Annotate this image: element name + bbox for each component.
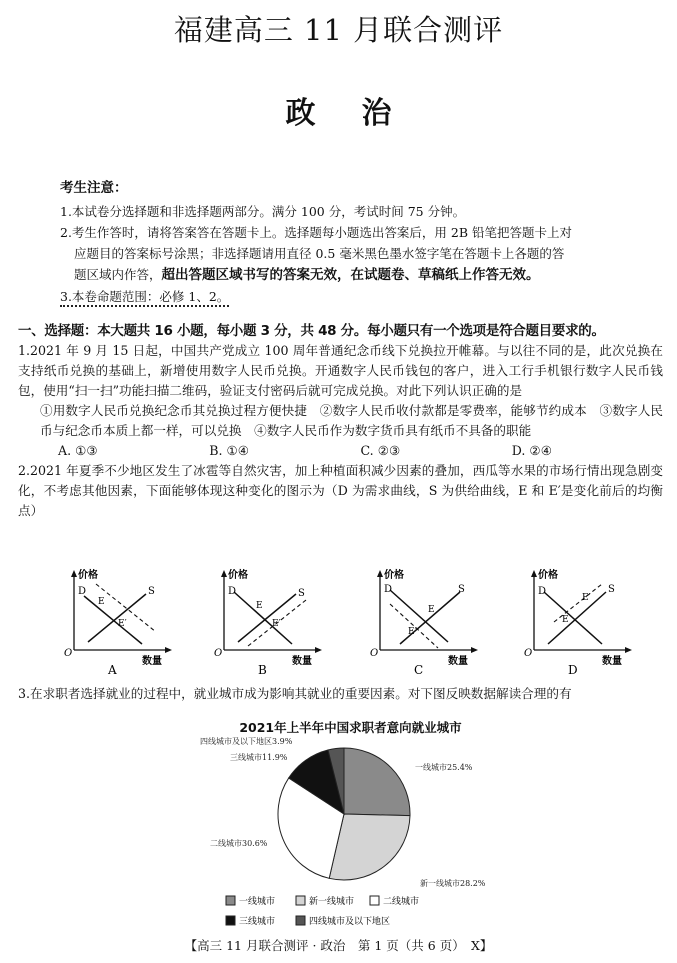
legend-label-4: 三线城市 [239, 917, 276, 927]
q2-c-y-axis: 价格 [384, 570, 404, 581]
q2-c-label: C [414, 663, 424, 677]
svg-text:E′: E′ [272, 619, 281, 629]
svg-text:D: D [538, 586, 547, 597]
legend-swatch-2 [296, 896, 305, 905]
q1-option-a[interactable]: A. ①③ [58, 443, 98, 458]
legend-swatch-3 [370, 896, 379, 905]
legend-swatch-5 [296, 916, 305, 925]
legend-label-1: 一线城市 [239, 897, 276, 907]
q2-d-origin: O [524, 648, 533, 659]
svg-text:E′: E′ [118, 619, 127, 629]
q2-a-origin: O [64, 648, 73, 659]
q2-graph-c[interactable] [370, 568, 478, 677]
q2-c-origin: O [370, 648, 379, 659]
q2-b-origin: O [214, 648, 223, 659]
q2-d-y-axis: 价格 [538, 570, 558, 581]
notice-block [60, 178, 660, 307]
question-3-stem: 3.在求职者选择就业的过程中，就业城市成为影响其就业的重要因素。对下图反映数据解读合理的有 [18, 686, 572, 701]
q2-a-demand [84, 596, 142, 644]
svg-text:E: E [562, 615, 569, 625]
notice-item-2c-text: 题区域内作答， [74, 267, 162, 282]
q2-graph-b[interactable] [214, 568, 322, 677]
q1-option-d[interactable]: D. ②④ [511, 443, 552, 458]
q2-a-x-axis: 数量 [142, 656, 162, 667]
question-1-stem: 1.2021 年 9 月 15 日起，中国共产党成立 100 周年普通纪念币线下兑换拉开帷幕。与以往不同的是，此次兑换在支持纸币兑换的基础上，新增使用数字人民币兑换。开通数字人民币钱包的客户，进入工行手机银行数字人民币钱包，使用“扫一扫”功能扫描二维码，验证支付密码后就可完成兑换。对此下列认识正确的是 [18, 343, 663, 398]
svg-text:S: S [458, 584, 465, 595]
q2-graphs [50, 564, 650, 680]
q2-b-y-axis: 价格 [228, 570, 248, 581]
q1-option-b[interactable]: B. ①④ [209, 443, 250, 458]
q2-b-x-axis: 数量 [292, 656, 312, 667]
section-1-heading: 一、选择题：本大题共 16 小题，每小题 3 分，共 48 分。每小题只有一个选项是符合题目要求的。 [18, 323, 605, 339]
notice-item-2c [60, 264, 660, 286]
svg-text:D: D [384, 584, 393, 595]
svg-text:D: D [228, 586, 237, 597]
question-3 [18, 684, 663, 704]
notice-item-3 [60, 286, 660, 307]
svg-text:E: E [428, 605, 435, 615]
svg-text:S: S [148, 586, 155, 597]
legend-label-3: 二线城市 [383, 897, 420, 907]
q2-a-y-axis: 价格 [78, 570, 98, 581]
q2-a-label: A [108, 663, 117, 677]
pie-label-4: 三线城市11.9% [230, 753, 288, 762]
section-1 [18, 321, 663, 521]
pie-chart-title: 2021年上半年中国求职者意向就业城市 [239, 720, 462, 735]
notice-heading: 考生注意： [60, 180, 128, 196]
question-1-statements: ①用数字人民币兑换纪念币其兑换过程方便快捷 ②数字人民币收付款都是零费率，能够节约成本 ③数字人民币与纪念币本质上都一样，可以兑换 ④数字人民币作为数字货币具有纸币不具备的职能 [40, 403, 663, 438]
exam-title: 福建高三 11 月联合测评 [173, 13, 504, 47]
q1-option-c[interactable]: C. ②③ [360, 443, 401, 458]
legend-label-2: 新一线城市 [309, 897, 355, 907]
svg-text:S: S [608, 584, 615, 595]
svg-text:E: E [256, 601, 263, 611]
svg-text:E: E [98, 597, 105, 607]
svg-text:S: S [298, 588, 305, 599]
svg-text:D: D [78, 586, 87, 597]
pie-label-1: 一线城市25.4% [415, 763, 473, 772]
q2-d-x-axis: 数量 [602, 656, 622, 667]
q2-a-supply [88, 594, 146, 642]
svg-text:E′: E′ [582, 593, 591, 603]
pie-label-3: 二线城市30.6% [210, 839, 268, 848]
question-1-options [18, 441, 663, 461]
q2-graph-d[interactable] [524, 568, 632, 677]
legend-swatch-1 [226, 896, 235, 905]
pie-label-5: 四线城市及以下地区3.9% [200, 737, 293, 746]
legend-swatch-4 [226, 916, 235, 925]
legend-label-5: 四线城市及以下地区 [309, 917, 391, 927]
notice-item-2a: 2.考生作答时，请将答案答在答题卡上。选择题每小题选出答案后，用 2B 铅笔把答题卡上对 [60, 225, 573, 240]
pie-slice-1[interactable] [344, 748, 410, 816]
q2-d-label: D [568, 663, 578, 677]
question-2-stem: 2.2021 年夏季不少地区发生了冰雹等自然灾害，加上种植面积减少因素的叠加，西瓜等水果的市场行情出现急剧变化，不考虑其他因素，下面能够体现这种变化的图示为（D 为需求曲线，S 为供给曲线，E 和 E′是变化前后的均衡点） [18, 463, 663, 518]
notice-item-1: 1.本试卷分选择题和非选择题两部分。满分 100 分，考试时间 75 分钟。 [60, 204, 466, 219]
notice-item-2-bold: 超出答题区域书写的答案无效，在试题卷、草稿纸上作答无效。 [161, 267, 540, 283]
pie-chart [190, 736, 490, 932]
page-footer: 【高三 11 月联合测评 · 政治 第 1 页（共 6 页） X】 [184, 938, 493, 953]
notice-item-2b: 应题目的答案标号涂黑；非选择题请用直径 0.5 毫米黑色墨水签字笔在答题卡上各题的答 [74, 246, 565, 261]
q2-graph-a[interactable] [64, 568, 172, 677]
q2-b-label: B [258, 663, 267, 677]
subject-title: 政治 [285, 96, 438, 131]
pie-label-2: 新一线城市28.2% [420, 879, 486, 888]
notice-item-3-text: 3.本卷命题范围：必修 1、2。 [60, 289, 229, 307]
svg-text:E′: E′ [408, 627, 417, 637]
q2-c-x-axis: 数量 [448, 656, 468, 667]
